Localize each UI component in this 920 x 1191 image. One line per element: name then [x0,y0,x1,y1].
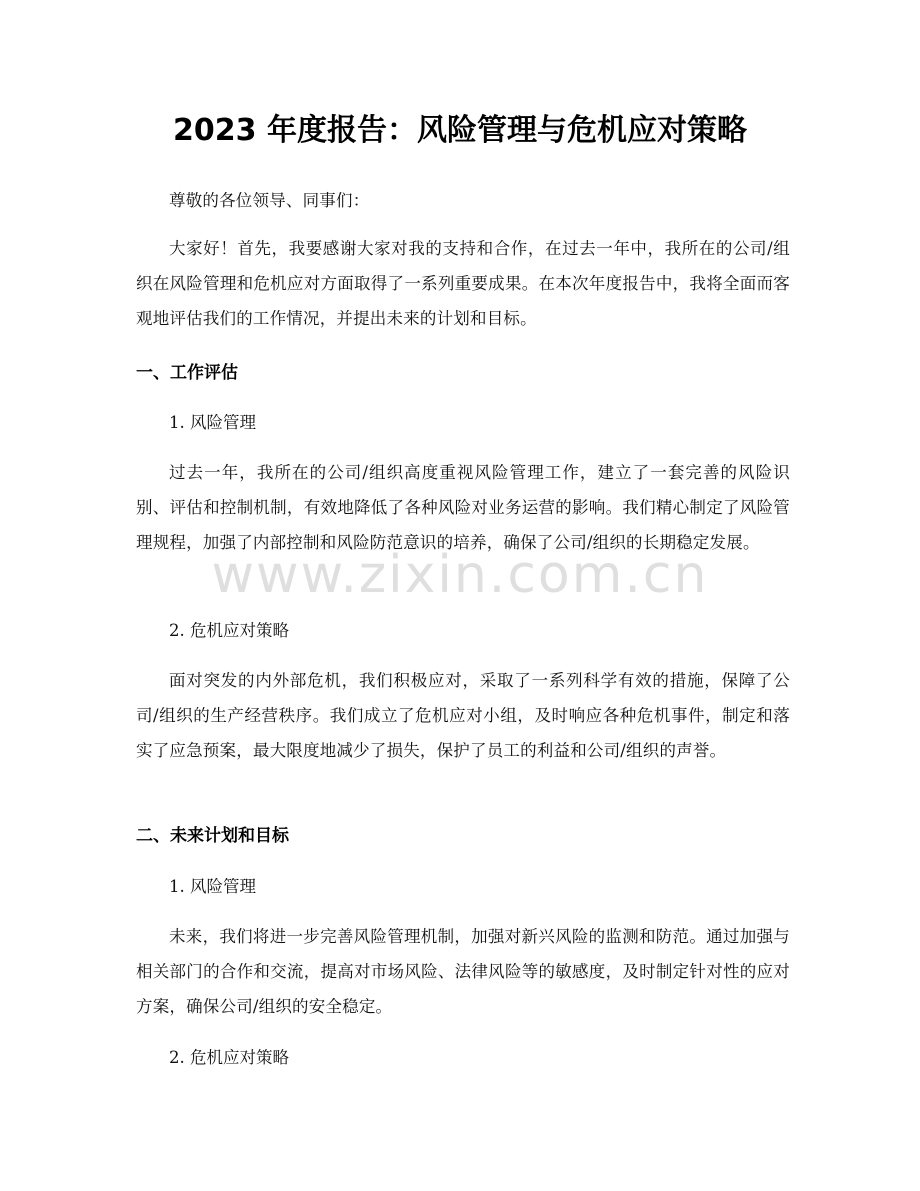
subheading-future-risk-management: 1. 风险管理 [169,877,256,896]
intro-paragraph: 大家好！首先，我要感谢大家对我的支持和合作，在过去一年中，我所在的公司/组织在风险管理和危机应对方面取得了一系列重要成果。在本次年度报告中，我将全面而客观地评估我们的工作情况，并提出未来的计划和目标。 [136,239,790,328]
subheading-future-crisis-response: 2. 危机应对策略 [169,1048,289,1067]
section-heading-work-evaluation: 一、工作评估 [136,363,238,383]
greeting: 尊敬的各位领导、同事们： [169,191,370,210]
document-title: 2023 年度报告：风险管理与危机应对策略 [173,113,747,148]
section-heading-future-plans: 二、未来计划和目标 [136,826,289,846]
subheading-risk-management: 1. 风险管理 [169,413,256,432]
subheading-crisis-response: 2. 危机应对策略 [169,621,289,640]
paragraph-future-risk-management: 未来，我们将进一步完善风险管理机制，加强对新兴风险的监测和防范。通过加强与相关部门的合作和交流，提高对市场风险、法律风险等的敏感度，及时制定针对性的应对方案，确保公司/组织的安全稳定。 [136,927,790,1016]
paragraph-crisis-response: 面对突发的内外部危机，我们积极应对，采取了一系列科学有效的措施，保障了公司/组织的生产经营秩序。我们成立了危机应对小组，及时响应各种危机事件，制定和落实了应急预案，最大限度地减少了损失，保护了员工的利益和公司/组织的声誉。 [136,671,790,760]
watermark: www.zixin.com.cn [211,545,709,605]
paragraph-risk-management: 过去一年，我所在的公司/组织高度重视风险管理工作，建立了一套完善的风险识别、评估和控制机制，有效地降低了各种风险对业务运营的影响。我们精心制定了风险管理规程，加强了内部控制和风险防范意识的培养，确保了公司/组织的长期稳定发展。 [136,463,790,552]
